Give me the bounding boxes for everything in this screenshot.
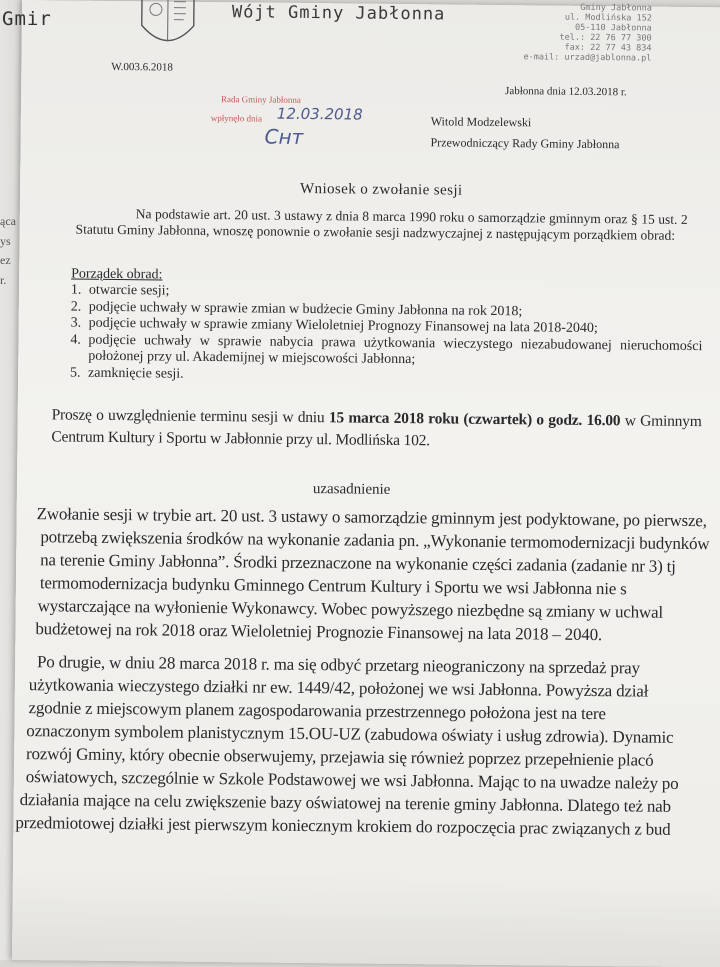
stamp-handwritten-date: 12.03.2018: [277, 105, 363, 124]
stamp-council: Rada Gminy Jabłonna: [221, 94, 301, 105]
previous-page-heading: Gmir: [2, 8, 52, 30]
address-line: ul. Modlińska 152: [522, 12, 652, 23]
address-line: e-mail: urzad@jablonna.pl: [521, 52, 651, 63]
text-line: na terenie Gminy Jabłonna”. Środki przeznaczone na wykonanie części zadania (zadanie nr 3) tj: [34, 548, 709, 578]
agenda-item: 5. zamknięcie sesji.: [70, 365, 702, 388]
office-address: [521, 2, 652, 63]
text-line: przedmiotowej działki jest pierwszym koniecznym krokiem do rozpoczęcia prac związanych z bud: [15, 811, 678, 841]
intro-paragraph: Na podstawie art. 20 ust. 3 ustawy z dnia 8 marca 1990 roku o samorządzie gminnym oraz § 15 ust. 2 Statutu Gminy Jabłonna, wnoszę ponownie o zwołanie sesji nadzwyczajnej z następującym porządkiem obrad:: [76, 206, 688, 244]
agenda-item: 3. podjęcie uchwały w sprawie zmiany Wieloletniej Prognozy Finansowej na lata 2018-2040;: [71, 316, 703, 339]
justification-paragraph-1: [33, 502, 709, 647]
text-line: Zwołanie sesji w trybie art. 20 ust. 3 ustawy o samorządzie gminnym jest podyktowane, po pierwsze,: [35, 502, 710, 532]
text-line: budżetowej na rok 2018 oraz Wieloletniej Prognozie Finansowej na lata 2018 – 2040.: [33, 617, 708, 647]
handwritten-signature: Cнт: [264, 125, 303, 149]
justification-paragraph-2: [25, 650, 680, 841]
agenda-item: 4. podjęcie uchwały w sprawie nabycia prawa użytkowania wieczystego niezabudowanej nieruchomości położonej przy ul. Akademijnej w miejscowości Jabłonna;: [70, 332, 702, 372]
place-and-date: Jabłonna dnia 12.03.2018 r.: [505, 85, 627, 98]
coat-of-arms-icon: [122, 0, 215, 48]
text-line: termomodernizacja budynku Gminnego Centrum Kultury i Sportu we wsi Jabłonna nie s: [34, 571, 709, 601]
margin-fragment: r.: [0, 273, 6, 288]
justification-heading: uzasadnienie: [313, 481, 391, 499]
text-line: rozwój Gminy, który obecnie obserwujemy, przejawia się również poprzez przepełnienie placó: [26, 742, 679, 772]
address-line: 05-110 Jabłonna: [522, 22, 652, 33]
margin-fragment: ez: [0, 253, 11, 268]
agenda: [70, 267, 703, 389]
text-line: wystarczające na wyłonienie Wykonawcy. Wobec powyższego niezbędne są zmiany w uchwal: [34, 594, 709, 624]
margin-fragment: ąca: [0, 214, 16, 229]
text-line: działania mające na celu zwiększenie bazy oświatowej na terenie gminy Jabłonna. Dlatego też nab: [20, 788, 679, 818]
text-line: oznaczonym symbolem planistycznym 15.OU-UZ (zabudowa oświaty i usług zdrowia). Dynamic: [26, 719, 679, 749]
agenda-item: 2. podjęcie uchwały w sprawie zmian w budżecie Gminy Jabłonna na rok 2018;: [71, 299, 703, 322]
address-line: fax: 22 77 43 834: [521, 42, 651, 53]
office-name: Wójt Gminy Jabłonna: [232, 2, 446, 24]
agenda-heading: Porządek obrad:: [71, 267, 703, 290]
agenda-item: 1. otwarcie sesji;: [71, 283, 703, 306]
recipient-name: Witold Modzelewski: [431, 114, 532, 130]
agenda-list: [70, 283, 703, 389]
text-line: Po drugie, w dniu 28 marca 2018 r. ma się odbyć przetarg nieograniczony na sprzedaż pray: [27, 650, 680, 680]
text-line: użytkowania wieczystego działki nr ew. 1449/42, położonej we wsi Jabłonna. Powyższa dział: [27, 673, 680, 703]
margin-fragment: ys: [0, 234, 11, 249]
document-title: Wniosek o zwołanie sesji: [300, 181, 463, 200]
reference-number: W.003.6.2018: [111, 61, 173, 74]
text-line: oświatowych, szczególnie w Szkole Podstawowej we wsi Jabłonna. Mając to na uwadze należy po: [26, 765, 679, 795]
address-line: Gminy Jabłonna: [522, 2, 652, 13]
page-shadow: [12, 870, 720, 967]
recipient-role: Przewodniczący Rady Gminy Jabłonna: [430, 135, 619, 152]
session-request: Proszę o uwzględnienie terminu sesji w dniu 15 marca 2018 roku (czwartek) o godz. 16.00 w Gminnym Centrum Kultury i Sportu w Jabłonnie przy ul. Modlińska 102.: [51, 404, 701, 454]
text-line: zgodnie z miejscowym planem zagospodarowania przestrzennego położona jest na tere: [26, 696, 679, 726]
letter-page: [12, 0, 720, 967]
address-line: tel.: 22 76 77 300: [522, 32, 652, 43]
text-line: potrzebą zwiększenia środków na wykonanie zadania pn. „Wykonanie termomodernizacji budynków: [34, 525, 709, 555]
session-date: 15 marca 2018 roku (czwartek) o godz. 16.00: [329, 409, 621, 429]
stamp-received: wpłynęło dnia: [211, 113, 262, 124]
